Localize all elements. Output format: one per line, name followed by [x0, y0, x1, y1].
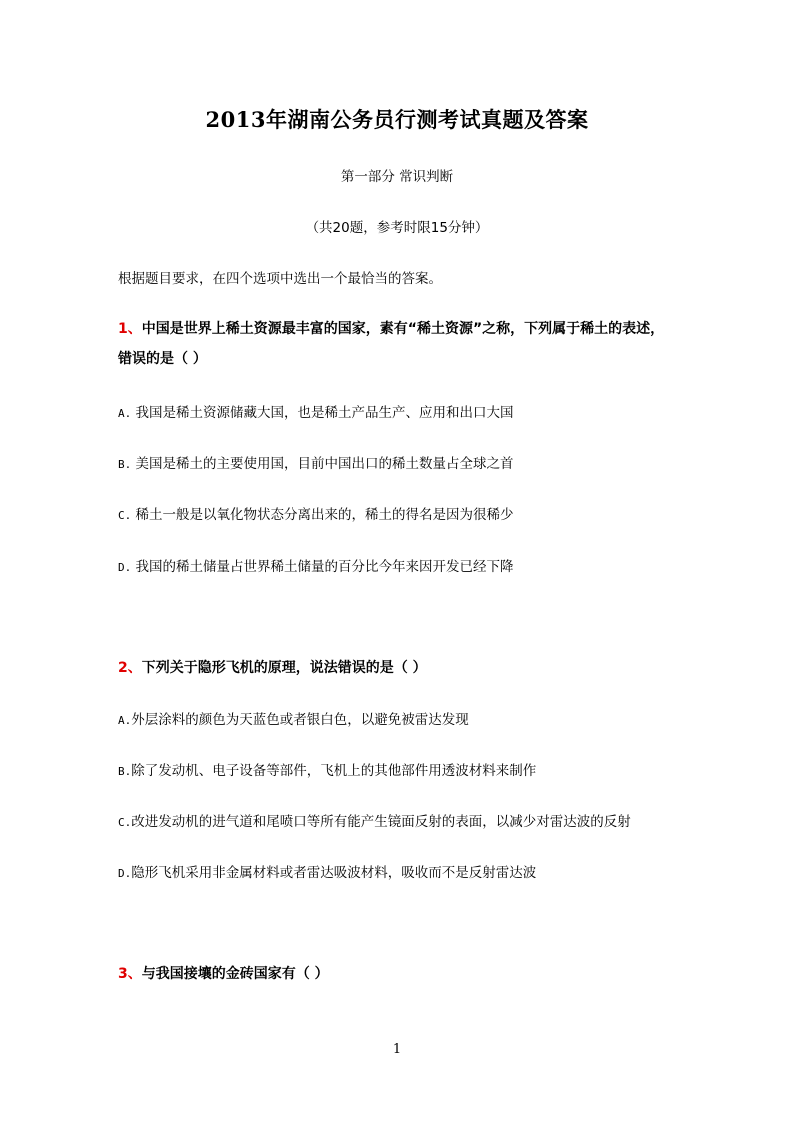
question-1-stem-continued: 错误的是（ ） [118, 351, 207, 367]
option-letter: A. [118, 714, 132, 727]
question-text: 中国是世界上稀土资源最丰富的国家，素有“稀土资源”之称，下列属于稀土的表述， [141, 321, 665, 337]
question-2-option-d [118, 861, 536, 881]
option-letter: D. [118, 561, 132, 574]
section-heading: 第一部分 常识判断 [340, 169, 454, 185]
question-number: 2、 [118, 660, 142, 676]
page-number: 1 [392, 1042, 402, 1057]
question-text: 与我国接壤的金砖国家有（ ） [141, 966, 329, 982]
question-1-option-b [118, 452, 514, 472]
question-1-stem [118, 318, 664, 338]
question-number: 1、 [118, 321, 142, 337]
option-text: 外层涂料的颜色为天蓝色或者银白色，以避免被雷达发现 [131, 712, 469, 728]
option-text: 我国的稀土储量占世界稀土储量的百分比今年来因开发已经下降 [131, 559, 514, 575]
question-1-option-a [118, 401, 514, 421]
option-text: 改进发动机的进气道和尾喷口等所有能产生镜面反射的表面，以减少对雷达波的反射 [131, 814, 631, 830]
option-letter: B. [118, 458, 132, 471]
option-letter: C. [118, 816, 132, 829]
option-text: 除了发动机、电子设备等部件，飞机上的其他部件用透波材料来制作 [131, 763, 537, 779]
question-number: 3、 [118, 966, 142, 982]
question-text: 下列关于隐形飞机的原理，说法错误的是（ ） [141, 660, 427, 676]
section-note: （共20题，参考时限15分钟） [305, 220, 489, 236]
option-text: 美国是稀土的主要使用国，目前中国出口的稀土数量占全球之首 [131, 456, 514, 472]
question-2-option-c [118, 810, 631, 830]
question-1-option-c [118, 503, 514, 523]
question-2-option-a [118, 708, 469, 728]
question-1-option-d [118, 555, 514, 575]
option-letter: C. [118, 509, 132, 522]
question-2-option-b [118, 759, 536, 779]
instruction-text: 根据题目要求，在四个选项中选出一个最恰当的答案。 [118, 271, 442, 287]
option-letter: D. [118, 867, 132, 880]
question-3-stem [118, 963, 329, 983]
document-title: 2013年湖南公务员行测考试真题及答案 [205, 107, 589, 132]
option-text: 隐形飞机采用非金属材料或者雷达吸波材料，吸收而不是反射雷达波 [131, 865, 537, 881]
option-text: 我国是稀土资源储藏大国，也是稀土产品生产、应用和出口大国 [131, 405, 514, 421]
option-text: 稀土一般是以氧化物状态分离出来的，稀土的得名是因为很稀少 [131, 507, 514, 523]
option-letter: A. [118, 407, 132, 420]
option-letter: B. [118, 765, 132, 778]
question-2-stem [118, 657, 427, 677]
